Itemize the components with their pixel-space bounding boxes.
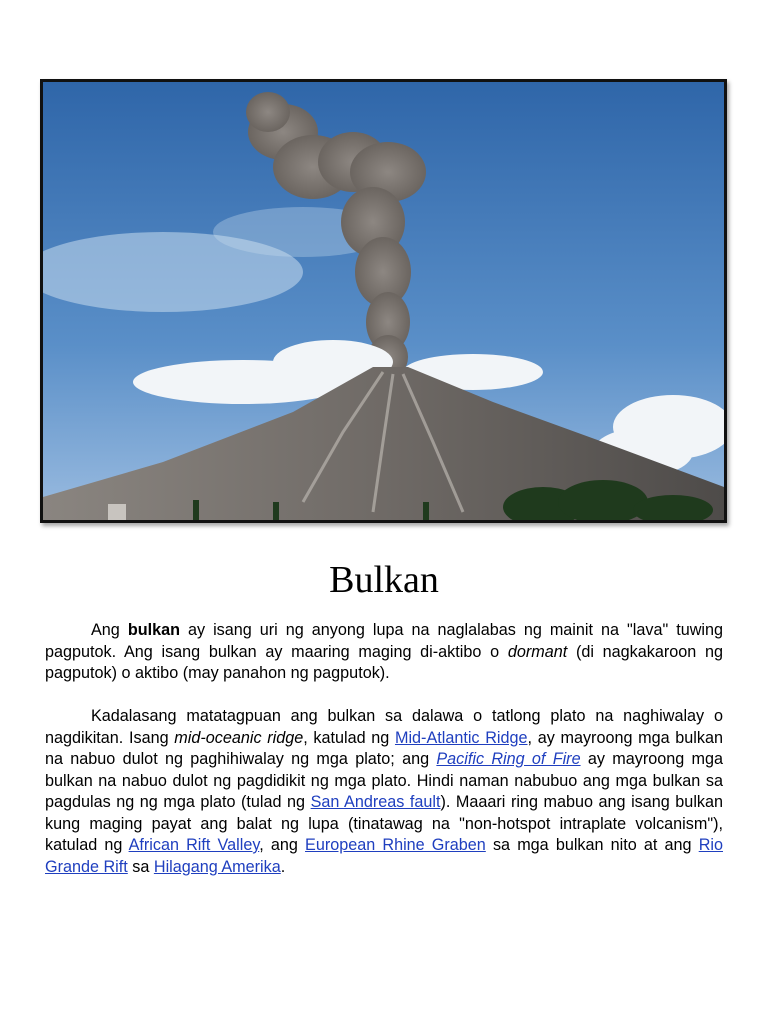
italic-term: mid-oceanic ridge (174, 728, 304, 747)
text: , ang (259, 836, 306, 854)
bold-term: bulkan (127, 621, 180, 639)
link-hilagang-amerika[interactable]: Hilagang Amerika (153, 857, 281, 876)
link-san-andreas-fault[interactable]: San Andreas fault (310, 793, 441, 811)
text: , ay mayroong mga bulkan na nabuo dulot ng paghihiwalay ng mga plato; ang (45, 728, 723, 768)
paragraph-2 (45, 706, 723, 878)
text: Kadalasang matatagpuan ang bulkan sa dalawa o tatlong plato na naghiwalay o nagdikitan. Isang (45, 707, 723, 747)
text: ay mayroong mga bulkan na nabuo dulot ng pagdidikit ng mga plato. Hindi naman nabubuo ang mga bulkan sa pagdulas ng ng mga plato (tulad ng (45, 750, 723, 811)
page-title: Bulkan (329, 559, 439, 601)
text: sa (127, 857, 154, 876)
text: . (280, 857, 286, 876)
text: (di nagkakaroon ng pagputok) o aktibo (may panahon ng pagputok). (45, 642, 723, 682)
text: , katulad ng (303, 728, 395, 747)
paragraph-1 (45, 620, 723, 685)
article-body (45, 620, 723, 900)
link-pacific-ring-of-fire[interactable]: Pacific Ring of Fire (436, 750, 581, 768)
link-african-rift-valley[interactable]: African Rift Valley (128, 836, 260, 854)
link-rio-grande-rift[interactable]: Rio Grande Rift (45, 836, 723, 876)
italic-term: dormant (507, 642, 568, 661)
text: Ang (91, 621, 128, 639)
volcano-illustration (43, 82, 724, 520)
link-mid-atlantic-ridge[interactable]: Mid-Atlantic Ridge (394, 728, 528, 747)
link-european-rhine-graben[interactable]: European Rhine Graben (305, 836, 486, 854)
text: ay isang uri ng anyong lupa na naglalabas ng mainit na "lava" tuwing pagputok. Ang isang bulkan ay maaring maging di-aktibo o (45, 621, 723, 661)
volcano-photo (40, 79, 727, 523)
text: ). Maaari ring mabuo ang isang bulkan kung maging payat ang balat ng lupa (tinatawag na "non-hotspot intraplate volcanism"), katulad ng (45, 793, 724, 854)
text: sa mga bulkan nito at ang (485, 836, 699, 854)
